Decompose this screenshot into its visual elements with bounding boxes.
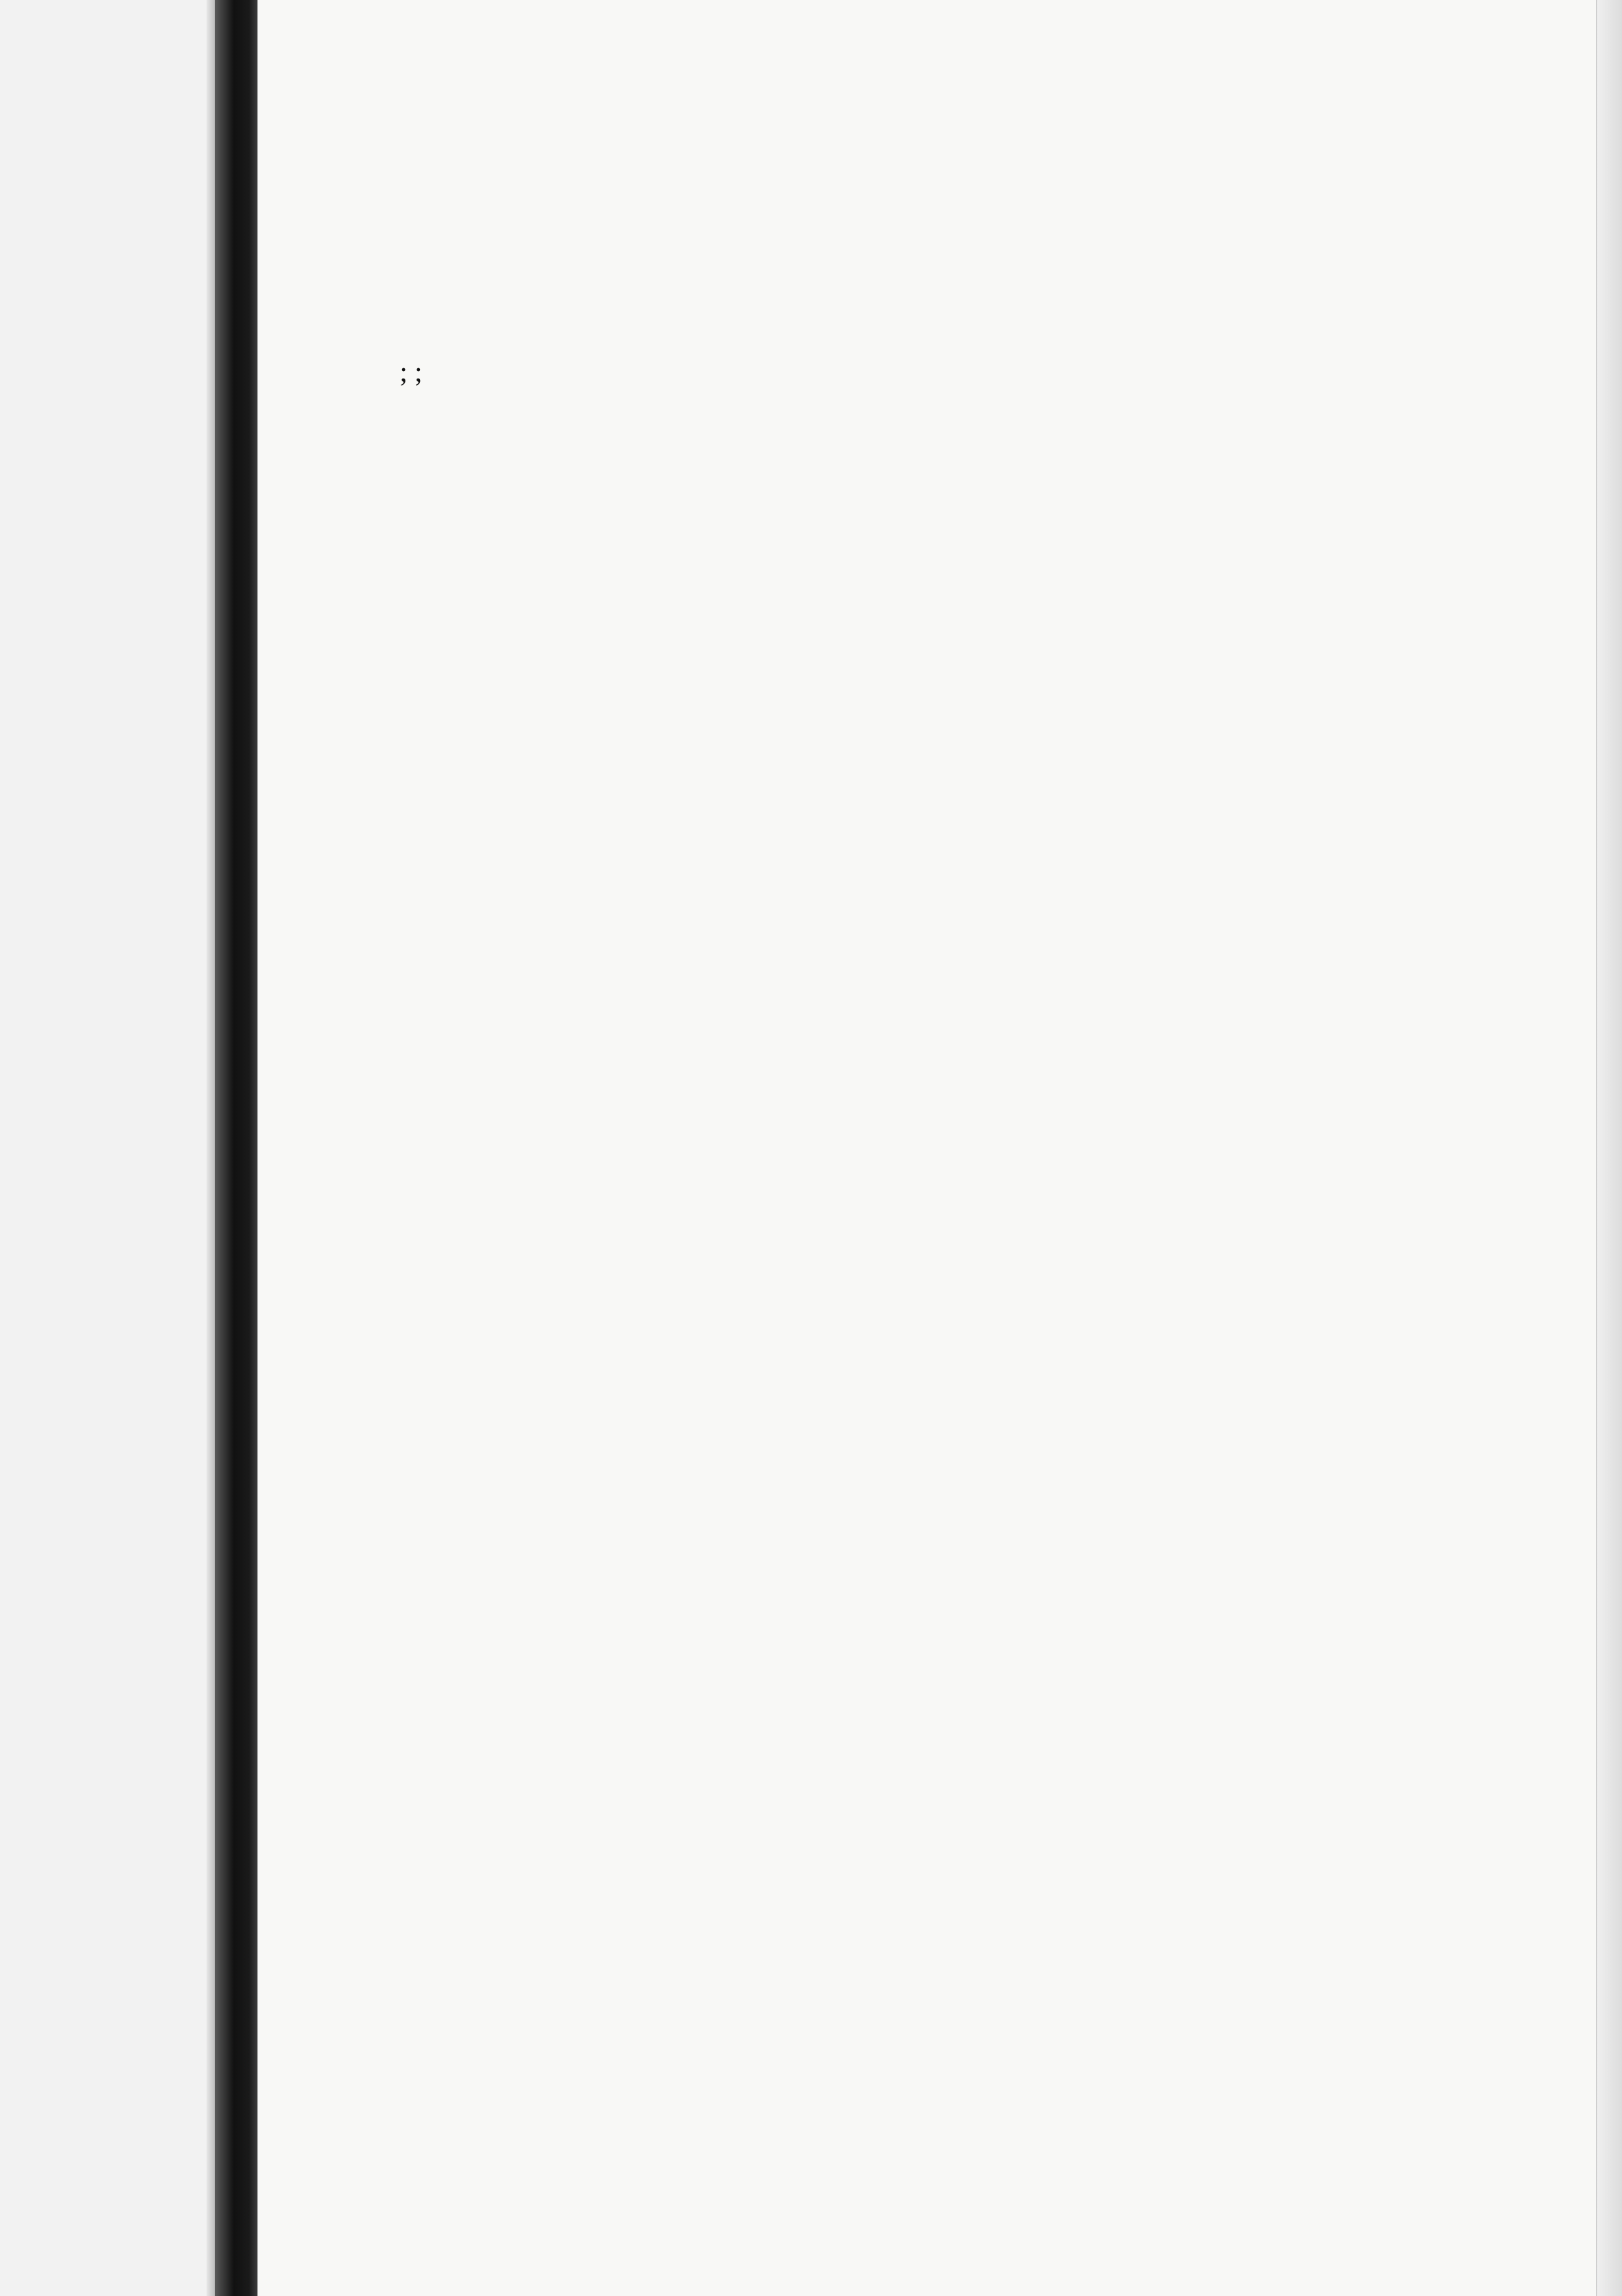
page-fore-edge bbox=[1596, 0, 1622, 2296]
book-spine bbox=[215, 0, 257, 2296]
index-page bbox=[257, 0, 1622, 2296]
facing-page-edge bbox=[207, 0, 215, 2296]
facing-page bbox=[0, 0, 215, 2296]
shipmaster-heading: ; ; bbox=[399, 356, 423, 387]
